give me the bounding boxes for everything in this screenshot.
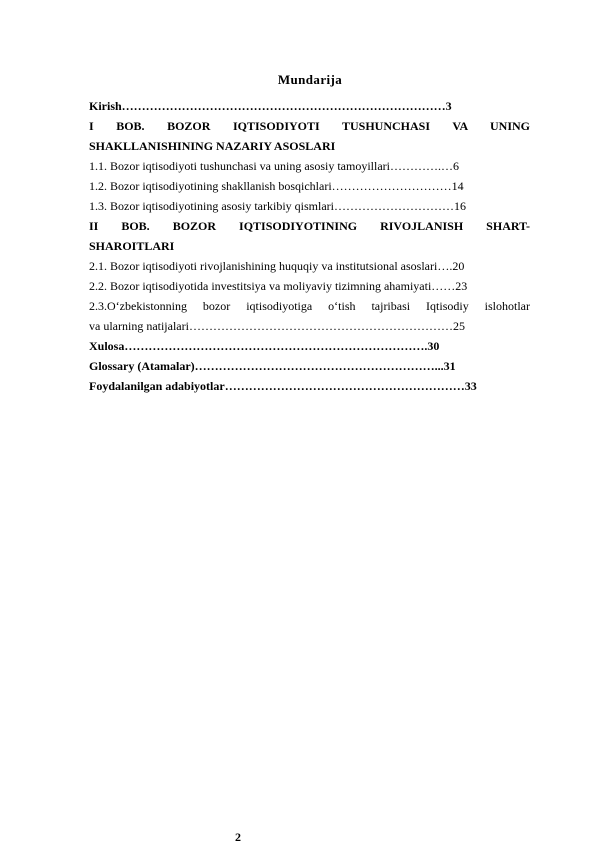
toc-entry-glossary: Glossary (Atamalar)……………………………………………………...31: [89, 359, 456, 373]
toc-entry-section-2-3: [89, 296, 530, 336]
toc-entry-references: Foydalanilgan adabiyotlar……………………………………………………33: [89, 379, 477, 393]
toc-entry-chapter-1: [89, 116, 530, 156]
toc-entry-section-2-2: 2.2. Bozor iqtisodiyotida investitsiya va moliyaviy tizimning ahamiyati……23: [89, 279, 468, 293]
page-number: 2: [235, 830, 241, 844]
toc-entry-chapter-1-line-1: I BOB. BOZOR IQTISODIYOTI TUSHUNCHASI VA UNING: [89, 119, 530, 133]
toc-entry-chapter-2-line-1: II BOB. BOZOR IQTISODIYOTINING RIVOJLANISH SHART-: [89, 219, 530, 233]
toc-entry-section-1-1: 1.1. Bozor iqtisodiyoti tushunchasi va uning asosiy tamoyillari………….…6: [89, 159, 459, 173]
toc-entry-introduction: Kirish………………………………………………………………………3: [89, 99, 452, 113]
toc-entry-conclusion: Xulosa………………………………………………………………….30: [89, 339, 440, 353]
toc-entry-section-1-2: 1.2. Bozor iqtisodiyotining shakllanish bosqichlari…………………………14: [89, 179, 464, 193]
toc-entry-chapter-2-line-2: SHAROITLARI: [89, 239, 175, 253]
toc-entry-chapter-2: [89, 216, 530, 256]
toc-title: Mundarija: [277, 72, 343, 87]
toc-list: [89, 96, 530, 396]
toc-entry-section-2-1: 2.1. Bozor iqtisodiyoti rivojlanishining huquqiy va institutsional asoslari….20: [89, 259, 465, 273]
toc-entry-section-2-3-line-1: 2.3.O‘zbekistonning bozor iqtisodiyotiga o‘tish tajribasi Iqtisodiy islohotlar: [89, 299, 530, 313]
toc-entry-chapter-1-line-2: SHAKLLANISHINING NAZARIY ASOSLARI: [89, 139, 336, 153]
toc-entry-section-1-3: 1.3. Bozor iqtisodiyotining asosiy tarkibiy qismlari…………………………16: [89, 199, 466, 213]
toc-entry-section-2-3-line-2: va ularning natijalari…………………………………………………………25: [89, 319, 465, 333]
